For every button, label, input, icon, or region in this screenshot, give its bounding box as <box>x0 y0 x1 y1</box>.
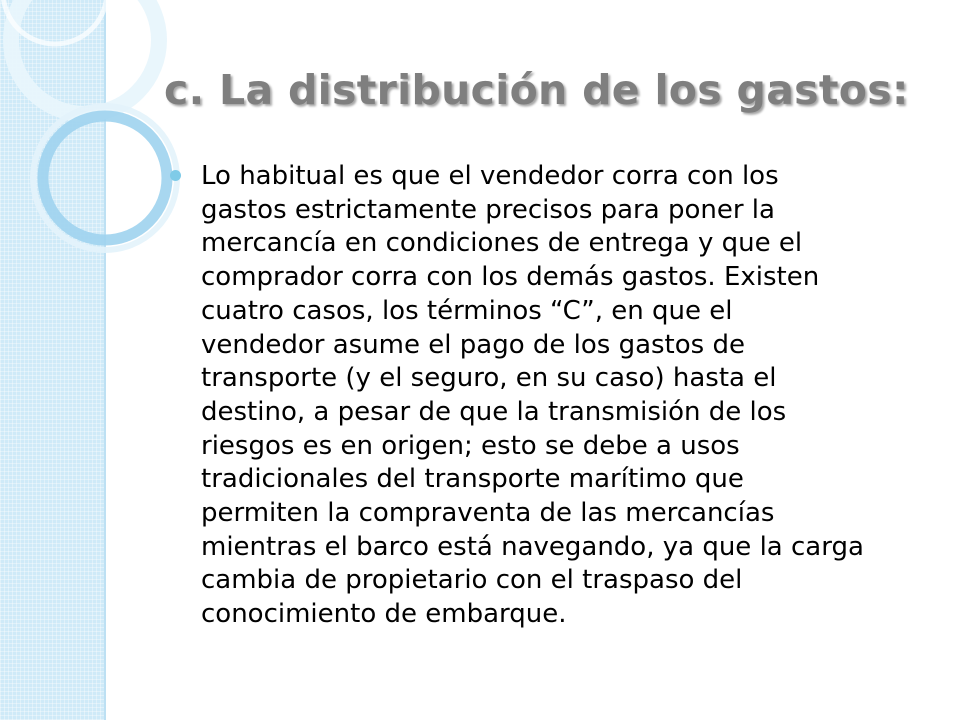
bullet-line: tradicionales del transporte marítimo que <box>201 464 744 495</box>
slide-title: c. La distribución de los gastos: <box>164 66 909 114</box>
bullet-text <box>201 160 930 632</box>
bullet-line: cuatro casos, los términos “C”, en que el <box>201 295 733 326</box>
bullet-item <box>170 160 930 632</box>
bullet-line: vendedor asume el pago de los gastos de <box>201 329 745 360</box>
bullet-line: gastos estrictamente precisos para poner la <box>201 194 775 225</box>
bullet-line: transporte (y el seguro, en su caso) hasta el <box>201 363 777 394</box>
bullet-dot-icon <box>170 170 181 181</box>
bullet-line: cambia de propietario con el traspaso del <box>201 565 743 596</box>
bullet-line: permiten la compraventa de las mercancías <box>201 498 775 529</box>
bullet-line: conocimiento de embarque. <box>201 599 567 630</box>
bullet-line: comprador corra con los demás gastos. Existen <box>201 262 820 293</box>
bullet-line: riesgos es en origen; esto se debe a usos <box>201 430 740 461</box>
bullet-list <box>170 160 930 632</box>
bullet-line: mientras el barco está navegando, ya que la carga <box>201 531 864 562</box>
bullet-line: mercancía en condiciones de entrega y que el <box>201 228 803 259</box>
bullet-line: Lo habitual es que el vendedor corra con los <box>201 161 779 191</box>
bullet-line: destino, a pesar de que la transmisión de los <box>201 396 787 427</box>
